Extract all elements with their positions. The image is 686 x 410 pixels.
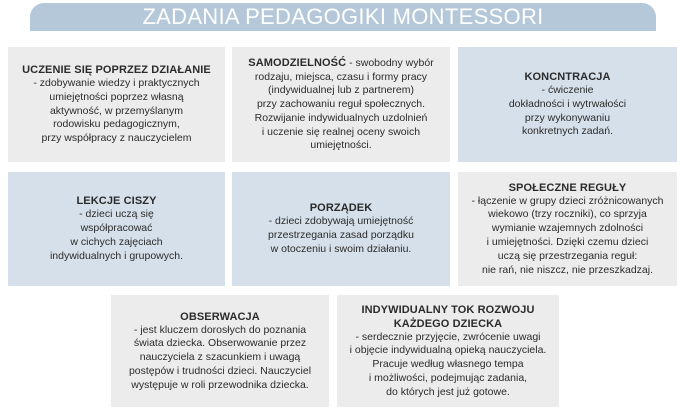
card-text-line: - dzieci uczą się: [79, 208, 154, 221]
card-text-line: konkretnych zadań.: [521, 125, 614, 138]
card-heading: KONCNTRACJA: [524, 70, 611, 83]
card-text-line: dokładności i wytrwałości: [508, 97, 627, 110]
title-banner: [30, 3, 656, 31]
card-text-line: przy zachowaniu reguł społecznych.: [256, 98, 426, 111]
page-title: ZADANIA PEDAGOGIKI MONTESSORI: [142, 4, 544, 29]
card-concentration: [458, 47, 677, 162]
card-text-line: i umiejętności. Dzięki czemu dzieci: [486, 236, 649, 248]
card-heading: INDYWIDUALNY TOK ROZWOJU: [361, 303, 535, 316]
card-heading: SPOŁECZNE REGUŁY: [508, 181, 627, 194]
card-first-line: [248, 56, 433, 71]
card-text-line: wiekowo (trzy roczniki), co sprzyja: [488, 208, 647, 221]
card-heading: OBSERWACJA: [180, 310, 260, 323]
card-heading: KAŻDEGO DZIECKA: [393, 317, 503, 330]
card-text-line: i objęcie indywidualną opieką nauczyciela.: [349, 344, 547, 357]
card-text-line: - dzieci zdobywają umiejętność: [268, 215, 414, 228]
card-text-line: Pracuje według własnego tempa: [372, 358, 524, 371]
card-text-line: nie rań, nie niszcz, nie przeszkadzaj.: [482, 263, 653, 276]
card-text-line: występuje w roli przewodnika dziecka.: [131, 378, 309, 391]
card-text-line: i uczenie się realnej oceny swoich: [261, 125, 421, 138]
card-text-line: w otoczeniu i swoim działaniu.: [270, 242, 412, 255]
card-text-line: aktywność, w przemyślanym: [49, 104, 184, 117]
card-text-line: - jest kluczem dorosłych do poznania: [133, 323, 307, 336]
card-text-line: uczą się przestrzegania reguł:: [497, 249, 638, 262]
card-text-line: współpracować: [80, 222, 153, 235]
card-text-line: rodowisku pedagogicznym,: [53, 118, 180, 131]
card-individual-development: [337, 295, 559, 407]
card-text-line: w cichych zajęciach: [70, 236, 163, 248]
card-text-line: nauczyciela z szacunkiem i uwagą: [139, 351, 301, 364]
card-text-line: postępów i trudności dzieci. Nauczyciel: [128, 364, 312, 377]
card-text-line: umiejętności poprzez własną: [49, 90, 184, 103]
card-text-line: przy współpracy z nauczycielem: [41, 132, 192, 145]
card-heading: UCZENIE SIĘ POPRZEZ DZIAŁANIE: [22, 64, 211, 76]
card-text-line: - ćwiczenie: [541, 83, 594, 96]
card-order: [232, 172, 450, 286]
card-text-line: - serdecznie przyjęcie, zwrócenie uwagi: [355, 330, 541, 343]
card-text-line: i możliwości, podejmując zadania,: [368, 371, 528, 384]
card-social-rules: [458, 172, 677, 286]
card-heading: SAMODZIELNOŚĆ: [248, 56, 347, 69]
card-text-line: do których jest już gotowe.: [386, 385, 510, 398]
card-text-line: - łączenie w grupy dzieci zróżnicowanych: [471, 194, 664, 207]
card-text-line: Rozwijanie indywidualnych uzdolnień: [254, 111, 428, 124]
card-text-line: przy wykonywaniu: [524, 111, 611, 124]
card-heading: PORZĄDEK: [309, 202, 373, 215]
card-learning-by-doing: [8, 47, 225, 162]
card-observation: [111, 295, 329, 407]
card-text-line: (indywidualnej lub z partnerem): [268, 84, 414, 97]
card-text-line: indywidualnych i grupowych.: [49, 249, 184, 262]
card-text-line: świata dziecka. Obserwowanie przez: [133, 337, 307, 350]
card-silence-lessons: [8, 172, 225, 286]
card-text-line: rodzaju, miejsca, czasu i formy pracy: [254, 70, 428, 83]
card-heading: LEKCJE CISZY: [76, 195, 157, 208]
card-lead-text: - swobodny wybór: [346, 56, 434, 69]
card-text-line: przestrzegania zasad porządku: [268, 229, 414, 242]
card-independence: [232, 47, 450, 162]
card-text-line: wymianie wzajemnych zdolności: [491, 222, 644, 235]
card-text-line: - zdobywanie wiedzy i praktycznych: [33, 77, 200, 89]
card-text-line: umiejętności.: [310, 139, 372, 152]
